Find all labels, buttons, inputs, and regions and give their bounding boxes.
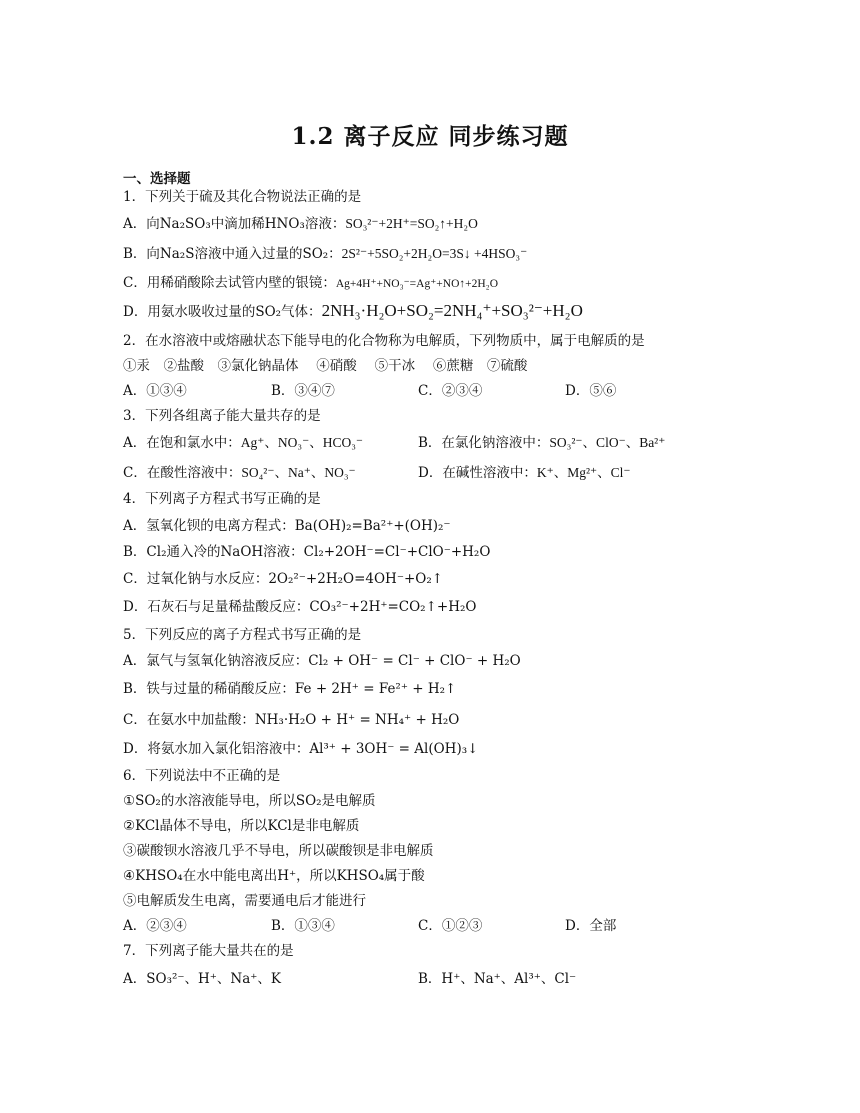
question-1-option-b <box>123 245 527 263</box>
question-6-stem: 6．下列说法中不正确的是 <box>123 768 281 784</box>
question-2-option-c: C．②③④ <box>418 383 483 399</box>
option-b-text: B．向Na₂S溶液中通入过量的SO₂： <box>123 246 342 262</box>
question-6-statement-2: ②KCl晶体不导电，所以KCl是非电解质 <box>123 818 360 834</box>
option-a-text: A．在饱和氯水中： <box>123 435 241 451</box>
question-2-option-a: A．①③④ <box>123 383 187 399</box>
option-b-equation: 2S²⁻+5SO₂+2H₂O=3S↓ +4HSO₃⁻ <box>341 246 528 261</box>
question-4-option-d: D．石灰石与足量稀盐酸反应：CO₃²⁻+2H⁺=CO₂↑+H₂O <box>123 599 477 615</box>
question-6-statement-3: ③碳酸钡水溶液几乎不导电，所以碳酸钡是非电解质 <box>123 843 434 859</box>
question-3-option-c <box>123 464 356 482</box>
question-4-option-b: B．Cl₂通入冷的NaOH溶液：Cl₂+2OH⁻=Cl⁻+ClO⁻+H₂O <box>123 544 491 560</box>
section-heading: 一、选择题 <box>123 171 191 187</box>
question-5-option-b: B．铁与过量的稀硝酸反应：Fe + 2H⁺ = Fe²⁺ + H₂↑ <box>123 681 457 697</box>
option-a-text: A．向Na₂SO₃中滴加稀HNO₃溶液： <box>123 216 346 232</box>
option-d-equation: 2NH₃·H₂O+SO₂=2NH₄⁺+SO₃²⁻+H₂O <box>321 301 583 320</box>
option-b-ions: SO₃²⁻、ClO⁻、Ba²⁺ <box>549 435 666 450</box>
question-1-option-c <box>123 274 498 293</box>
question-6-option-b: B．①③④ <box>271 918 335 934</box>
question-1-option-a <box>123 215 478 233</box>
question-2-option-b: B．③④⑦ <box>271 383 335 399</box>
question-4-option-c: C．过氧化钠与水反应：2O₂²⁻+2H₂O=4OH⁻+O₂↑ <box>123 571 444 587</box>
option-c-text: C．用稀硝酸除去试管内壁的银镜： <box>123 275 336 291</box>
page-title: 1.2 离子反应 同步练习题 <box>291 123 569 150</box>
option-c-ions: SO₄²⁻、Na⁺、NO₃⁻ <box>241 465 356 480</box>
question-5-option-d: D．将氨水加入氯化铝溶液中：Al³⁺ + 3OH⁻ = Al(OH)₃↓ <box>123 741 479 757</box>
question-4-stem: 4．下列离子方程式书写正确的是 <box>123 491 321 507</box>
option-c-equation: Ag+4H⁺+NO₃⁻=Ag⁺+NO↑+2H₂O <box>335 278 498 290</box>
question-7-option-a: A．SO₃²⁻、H⁺、Na⁺、K <box>123 971 281 987</box>
question-2-stem: 2．在水溶液中或熔融状态下能导电的化合物称为电解质，下列物质中，属于电解质的是 <box>123 333 645 349</box>
question-3-option-d <box>418 464 631 482</box>
question-7-stem: 7．下列离子能大量共在的是 <box>123 943 294 959</box>
question-4-option-a: A．氢氧化钡的电离方程式：Ba(OH)₂=Ba²⁺+(OH)₂⁻ <box>123 518 451 534</box>
question-7-option-b: B．H⁺、Na⁺、Al³⁺、Cl⁻ <box>418 971 577 987</box>
question-6-option-a: A．②③④ <box>123 918 187 934</box>
question-5-option-c: C．在氨水中加盐酸：NH₃·H₂O + H⁺ = NH₄⁺ + H₂O <box>123 712 460 728</box>
option-d-text: D．在碱性溶液中： <box>418 465 537 481</box>
option-c-text: C．在酸性溶液中： <box>123 465 242 481</box>
option-d-ions: K⁺、Mg²⁺、Cl⁻ <box>536 465 631 480</box>
question-3-option-b <box>418 434 665 452</box>
question-3-option-a <box>123 434 363 452</box>
question-6-statement-5: ⑤电解质发生电离，需要通电后才能进行 <box>123 893 366 909</box>
option-a-equation: SO₃²⁻+2H⁺=SO₂↑+H₂O <box>345 216 478 231</box>
option-b-text: B．在氯化钠溶液中： <box>418 435 550 451</box>
question-5-option-a: A．氯气与氢氧化钠溶液反应：Cl₂ + OH⁻ = Cl⁻ + ClO⁻ + H₂O <box>123 653 521 669</box>
question-6-option-c: C．①②③ <box>418 918 483 934</box>
question-2-items: ①汞 ②盐酸 ③氯化钠晶体 ④硝酸 ⑤干冰 ⑥蔗糖 ⑦硫酸 <box>123 358 528 374</box>
question-2-option-d: D．⑤⑥ <box>565 383 617 399</box>
question-5-stem: 5．下列反应的离子方程式书写正确的是 <box>123 627 362 643</box>
option-a-ions: Ag⁺、NO₃⁻、HCO₃⁻ <box>240 435 364 450</box>
question-1-option-d <box>123 302 583 321</box>
question-6-option-d: D．全部 <box>565 918 617 934</box>
question-6-statement-1: ①SO₂的水溶液能导电，所以SO₂是电解质 <box>123 793 376 809</box>
question-6-statement-4: ④KHSO₄在水中能电离出H⁺，所以KHSO₄属于酸 <box>123 868 425 884</box>
question-3-stem: 3．下列各组离子能大量共存的是 <box>123 408 321 424</box>
question-1-stem: 1．下列关于硫及其化合物说法正确的是 <box>123 189 362 205</box>
option-d-text: D．用氨水吸收过量的SO₂气体： <box>123 304 322 320</box>
